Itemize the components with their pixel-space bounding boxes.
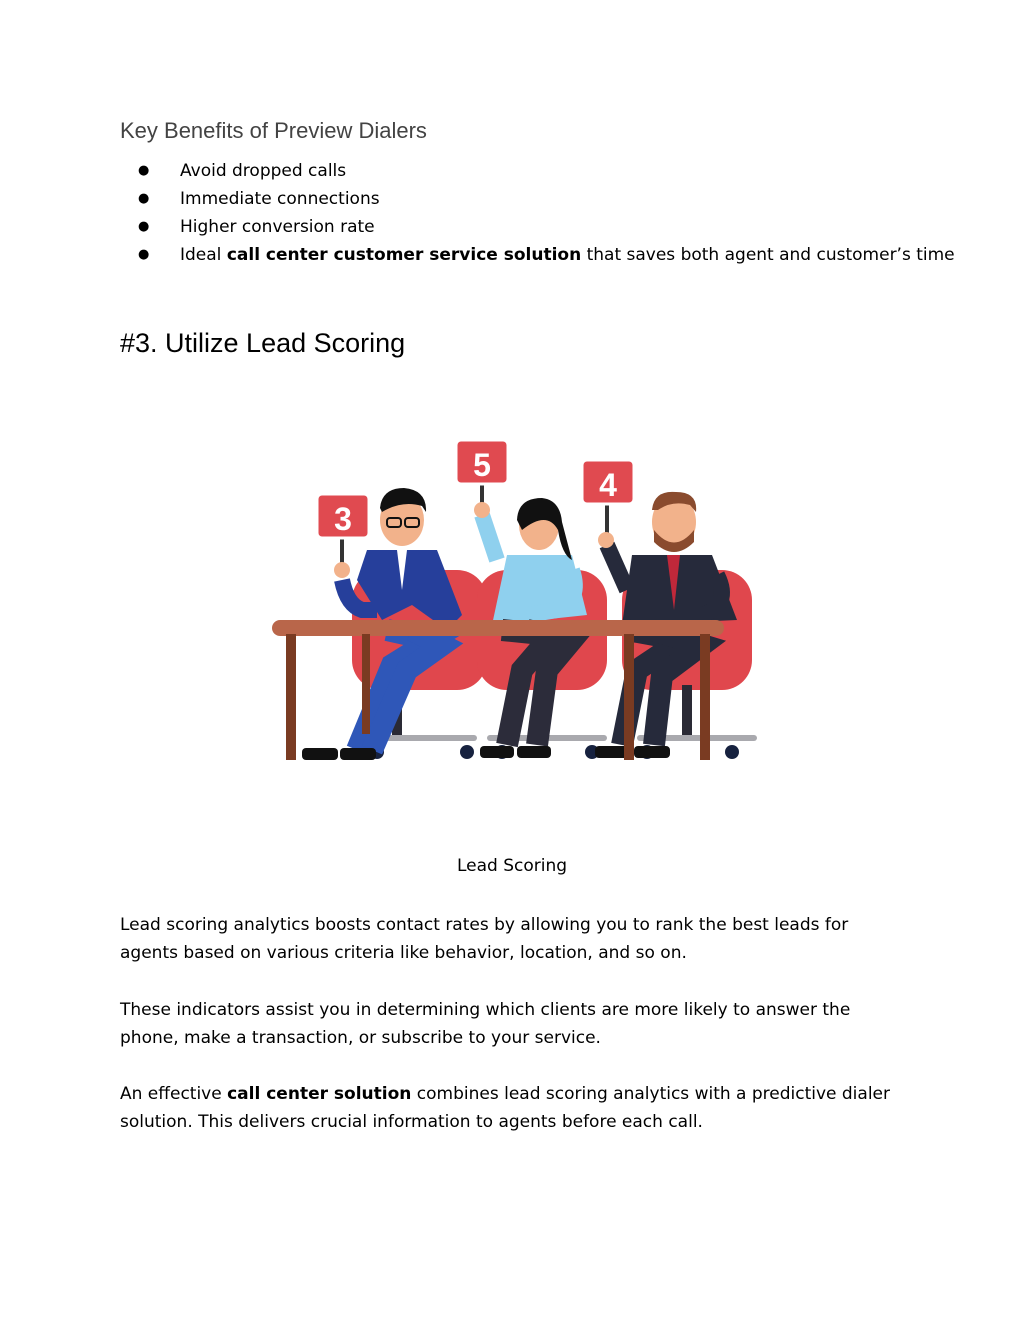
figure-caption: Lead Scoring xyxy=(456,856,568,876)
benefits-list xyxy=(120,157,955,269)
score-card-5: 5 xyxy=(473,447,491,483)
score-card-4: 4 xyxy=(599,467,617,503)
section-heading: #3. Utilize Lead Scoring xyxy=(120,328,406,358)
list-item: ● Higher conversion rate xyxy=(120,213,955,241)
list-item: ● Avoid dropped calls xyxy=(120,157,955,185)
paragraph: An effective call center solution combines lead scoring analytics with a predictive dialer solution. This delivers crucial information to agents before each call. xyxy=(120,1084,890,1132)
score-card-3: 3 xyxy=(334,501,352,537)
list-item: ● Ideal call center customer service solution that saves both agent and customer’s time xyxy=(120,241,955,269)
paragraph: These indicators assist you in determining which clients are more likely to answer the phone, make a transaction, or subscribe to your service. xyxy=(120,1000,851,1048)
subheading: Key Benefits of Preview Dialers xyxy=(120,118,427,143)
list-item: ● Immediate connections xyxy=(120,185,955,213)
bold-phrase: call center customer service solution xyxy=(226,245,582,265)
lead-scoring-illustration xyxy=(262,430,762,775)
bold-phrase: call center solution xyxy=(227,1084,412,1104)
paragraph: Lead scoring analytics boosts contact rates by allowing you to rank the best leads for agents based on various criteria like behavior, location, and so on. xyxy=(120,915,849,963)
